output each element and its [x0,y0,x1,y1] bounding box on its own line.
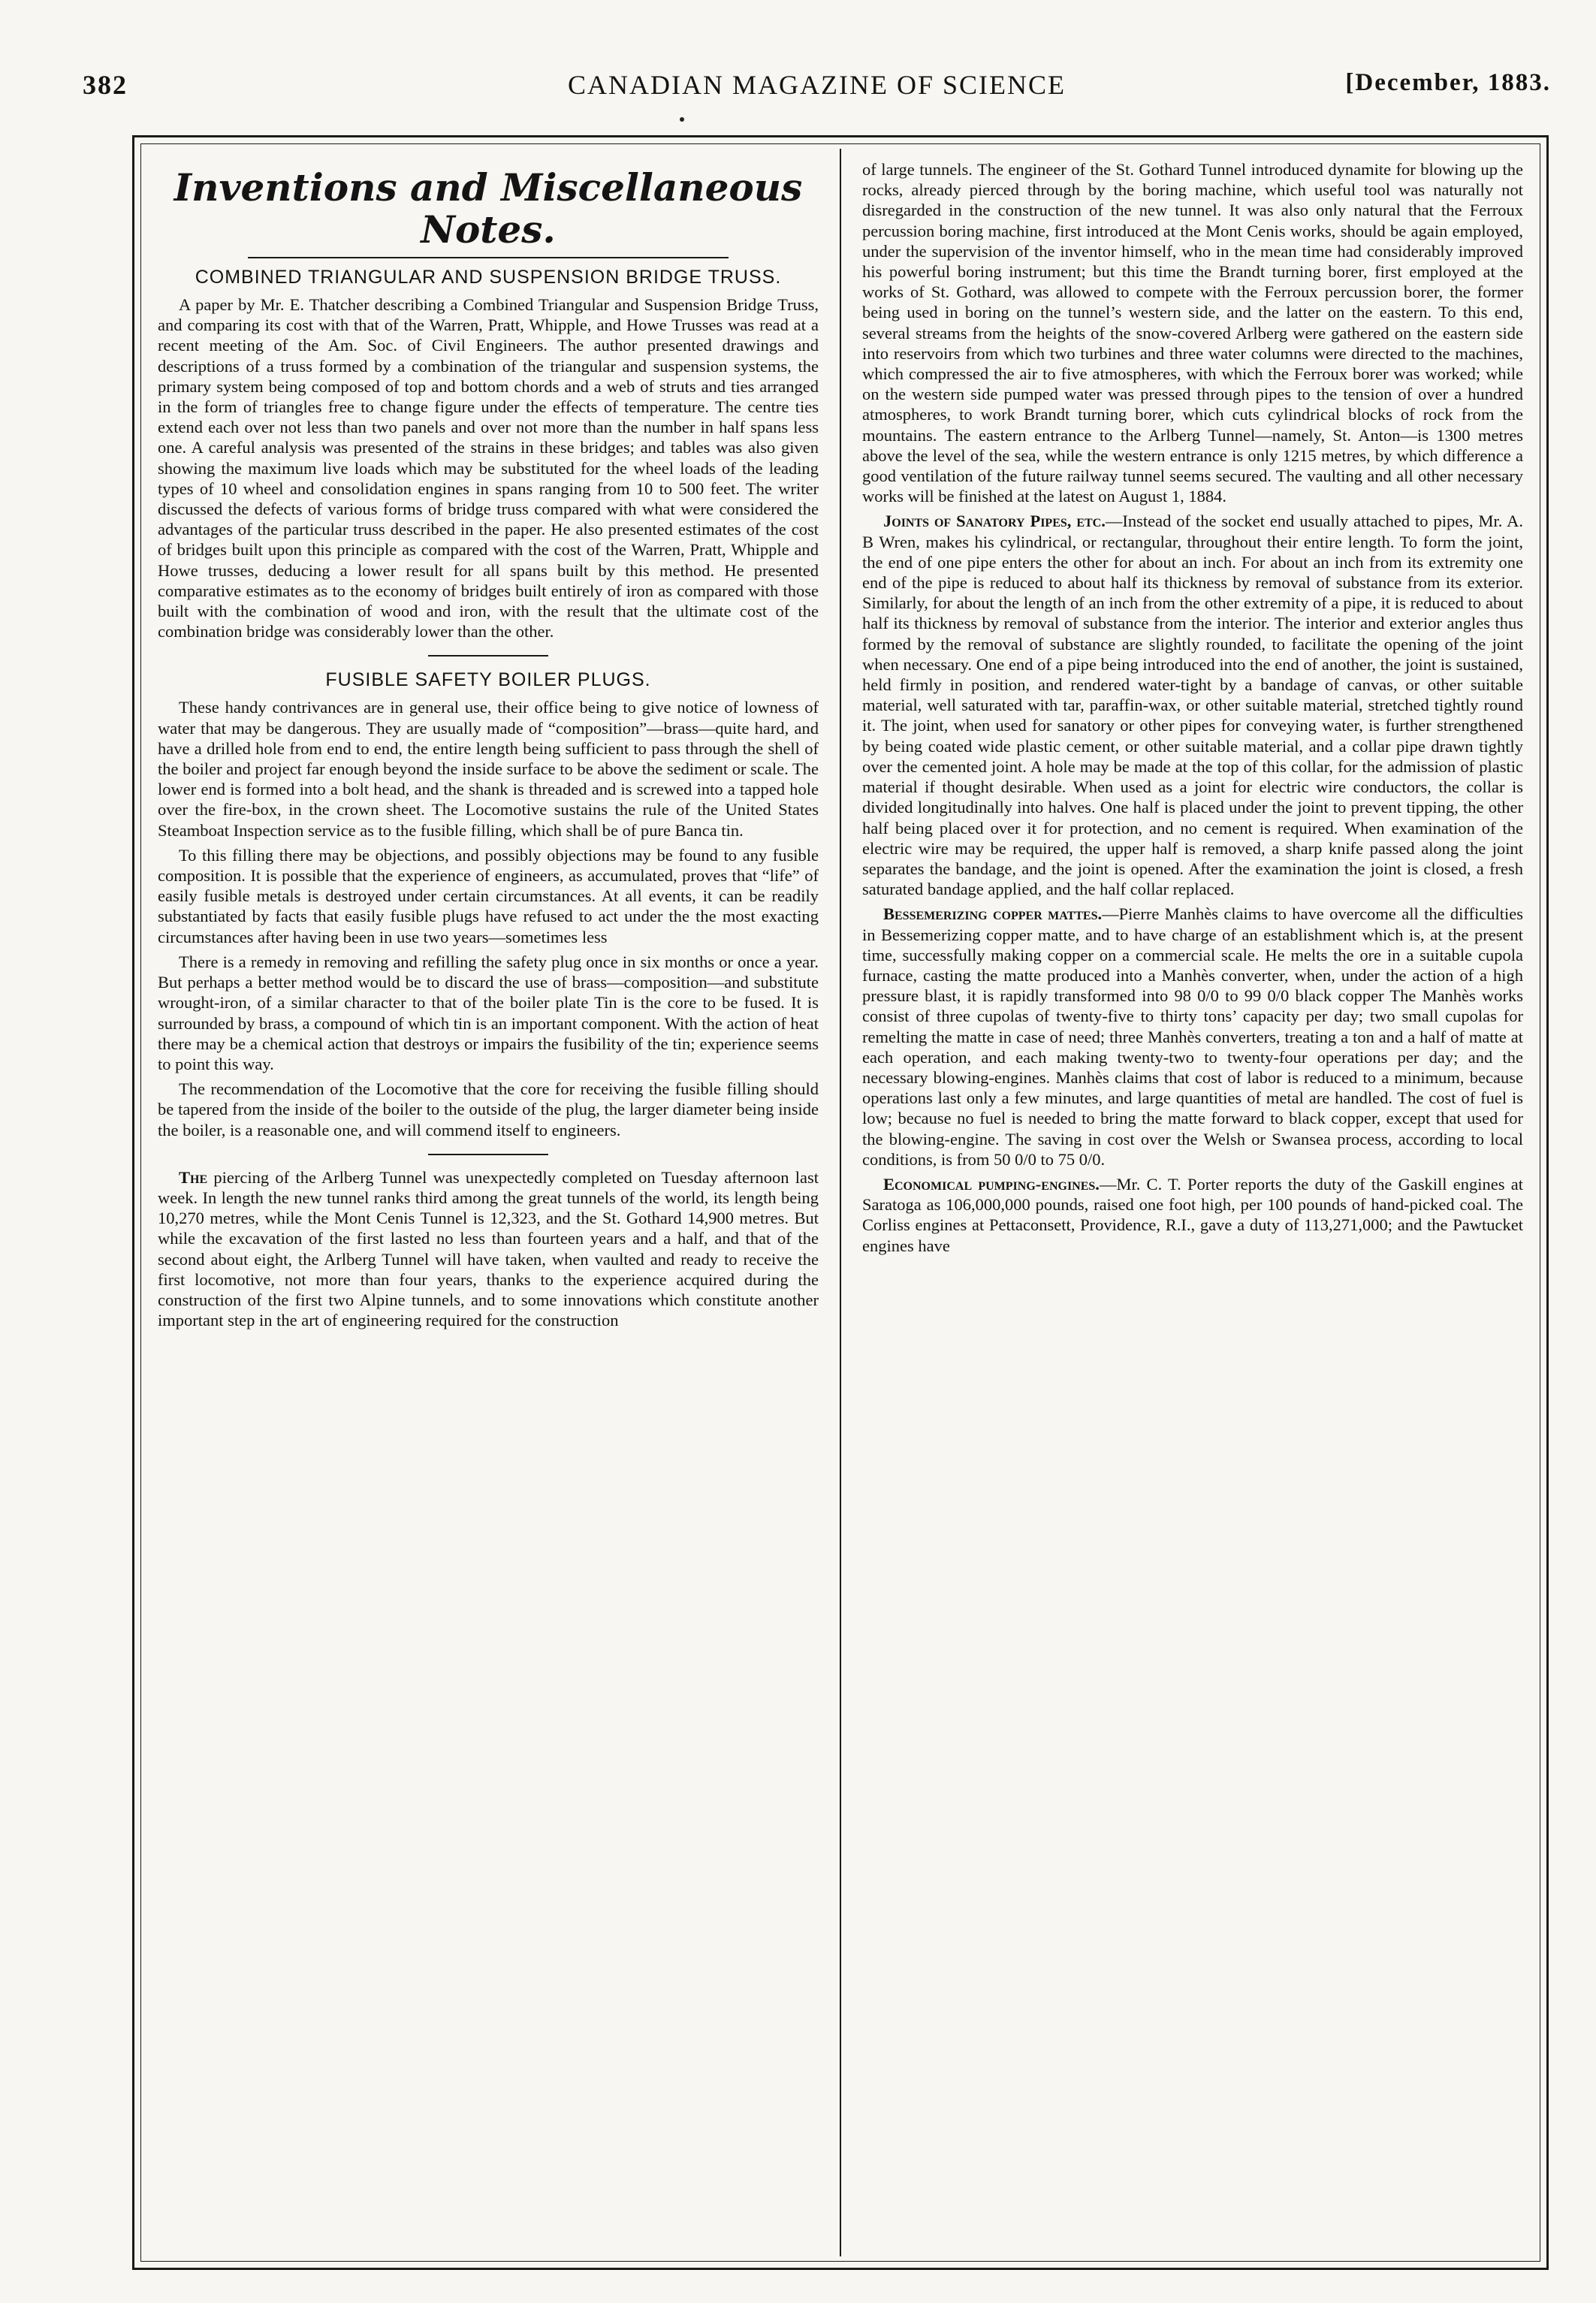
separator-rule [428,655,548,656]
column-rule [840,149,841,2256]
article-body-truss: A paper by Mr. E. Thatcher describing a Combined Triangular and Suspension Bridge Truss, and comparing its cost with that of the Warren, Pratt, Whipple, and Howe Trusses was read at a recent meeting of the Am. Soc. of Civil Engineers. The author presented drawings and descriptions of a truss formed by a combination of the triangular and suspension systems, the primary system being composed of top and bottom chords and a web of struts and ties arranged in the form of triangles free to change figure under the effects of temperature. The centre ties extend each over not less than two panels and over not more than the number in half spans less one. A careful analysis was presented of the strains in these bridges; and tables was also given showing the maximum live loads which may be substituted for the wheel loads of the leading types of 10 wheel and consolidation engines in spans ranging from 10 to 500 feet. The writer discussed the defects of various forms of bridge truss compared with what were considered the advantages of the particular truss described in the paper. He also presented estimates of the cost of bridges built upon this principle as compared with the cost of the Warren, Pratt, Whipple and Howe trusses, deducing a lower result for all spans built by this method. He presented comparative estimates as to the economy of bridges built entirely of iron as compared with those built with the combination of wood and iron, with the result that the ultimate cost of the combination bridge was considerably lower than the other. [158,295,819,641]
article-body-plugs-2: To this filling there may be objections, and possibly objections may be found to any fusible composition. It is possible that the experience of engineers, as accumulated, proves that “life” of easily fusible metals is destroyed under certain circumstances. At all events, it can be readily substantiated by facts that easily fusible plugs have refused to act under the the most exacting circumstances after having been in use two years—sometimes less [158,845,819,946]
separator-rule [428,1154,548,1155]
page-number: 382 [83,70,128,100]
arlberg-continuation: of large tunnels. The engineer of the St. Gothard Tunnel introduced dynamite for blowing up the rocks, already pierced through by the boring machine, which useful tool was naturally not disregarded in the construction of the new tunnel. It was also only natural that the Ferroux percussion boring machine, first introduced at the Mont Cenis works, should be again employed, under the supervision of the inventor himself, who in the mean time had considerably improved his powerful boring instrument; but this time the Brandt turning borer, first employed at the works of St. Gothard, was allowed to compete with the Ferroux percussion borer, the former being used in boring on the tunnel’s western side, and the latter on the eastern. To this end, several streams from the heights of the snow-covered Arlberg were gathered on the eastern side into reservoirs from which two turbines and three water columns were directed to the machines, which compressed the air to five atmospheres, with which the Ferroux borer was worked; while on the western side pumped water was pressed through pipes to the tension of over a hundred atmospheres, to work Brandt turning borer, which cuts cylindrical blocks of rock from the mountains. The eastern entrance to the Arlberg Tunnel—namely, St. Anton—is 1300 metres above the level of the sea, while the western entrance is only 1215 metres, by which difference a good ventilation of the future railway tunnel seems secured. The vaulting and all other necessary works will be finished at the latest on August 1, 1884. [862,160,1523,506]
section-title: Inventions and Miscellaneous Notes. [173,165,803,252]
article-sanatory-pipes [862,511,1523,899]
title-rule [248,257,729,258]
article-pumping-engines [862,1174,1523,1256]
left-column [158,159,819,1335]
article-heading-plugs: FUSIBLE SAFETY BOILER PLUGS. [325,669,651,691]
page-frame [132,135,1549,2270]
pumping-lead: Economical pumping-engines. [883,1174,1100,1194]
journal-title: CANADIAN MAGAZINE OF SCIENCE [568,70,1066,100]
arlberg-lead: The [179,1167,208,1187]
article-body-plugs-4: The recommendation of the Locomotive that the core for receiving the fusible filling should be tapered from the inside of the boiler to the outside of the plug, the larger diameter being inside the boiler, is a reasonable one, and will commend itself to engineers. [158,1079,819,1139]
article-body-arlberg [158,1167,819,1331]
arlberg-text: piercing of the Arlberg Tunnel was unexpectedly completed on Tuesday afternoon last week. In length the new tunnel ranks third among the great tunnels of the world, its length being 10,270 metres, while the Mont Cenis Tunnel is 12,323, and the St. Gothard 14,900 metres. But while the excavation of the first lasted no less than fourteen years and a half, and that of the second about eight, the Arlberg Tunnel will have taken, when vaulted and ready to receive the first locomotive, not more than four years, thanks to the experience acquired during the construction of the first two Alpine tunnels, and to some innovations which constitute another important step in the art of engineering required for the construction [158,1167,819,1330]
sanatory-lead: Joints of Sanatory Pipes, etc. [883,512,1106,531]
article-bessemerizing [862,904,1523,1170]
inner-frame [140,143,1540,2262]
pumping-text: —Mr. C. T. Porter reports the duty of the Gaskill engines at Saratoga as 106,000,000 pounds, raised one foot high, per 100 pounds of hand-picked coal. The Corliss engines at Pettaconsett, Providence, R.I., gave a duty of 113,271,000; and the Pawtucket engines have [862,1174,1524,1255]
right-column [862,159,1523,1260]
sanatory-text: —Instead of the socket end usually attached to pipes, Mr. A. B Wren, makes his cylindrical, or rectangular, throughout their entire length. To form the joint, the end of one pipe enters the other for about an inch. For about an inch from its extremity one end of the pipe is reduced to about half its thickness by removal of substance from its exterior. Similarly, for about the length of an inch from the other extremity of a pipe, it is reduced to about half its thickness by removal of substance from the interior. The interior and exterior angles thus formed by the removal of substance are slightly rounded, to facilitate the opening of the joint when necessary. One end of a pipe being introduced into the end of another, the joint is sustained, held firmly in position, and rendered water-tight by a bandage of canvas, or other suitable material, well saturated with tar, paraffin-wax, or other suitable material, stretched tightly round it. The joint, when used for sanatory or other pipes for conveying water, is further strengthened by being coated wide plastic cement, or other suitable material, and a collar pipe drawn tightly over the cemented joint. A hole may be made at the top of this collar, for the admission of plastic material if thought desirable. When used as a joint for electric wire conductors, the collar is divided longitudinally into halves. One half is placed under the joint to prevent tipping, the other half being placed over it for protection, and no cement is required. When examination of the electric wire may be required, the upper half is removed, a sharp knife passed along the joint separates the bandage, and the joint is opened. After the examination the joint is closed, a fresh saturated bandage applied, and the half collar replaced. [862,512,1524,899]
bessemerizing-text: —Pierre Manhès claims to have overcome all the difficulties in Bessemerizing copper matte, and to have charge of an establishment which is, at the present time, successfully making copper on a commercial scale. He melts the ore in a suitable cupola furnace, casting the matte produced into a Manhès converter, when, under the action of a high pressure blast, it is rapidly transformed into 98 0/0 to 99 0/0 black copper The Manhès works consist of three cupolas of twenty-five to thirty tons’ capacity per day; two small cupolas for remelting the matte in case of need; three Manhès converters, treating a ton and a half of matte at each operation, and each making twenty-two to twenty-four operations per day; and the necessary blowing-engines. Manhès claims that cost of labor is reduced to a minimum, because operations last only a few minutes, and large quantities of metal are handled. The cost of fuel is low; because no fuel is needed to bring the matte forward to black copper, except that used for the blowing-engine. The saving in cost over the Welsh or Swansea process, according to local conditions, is from 50 0/0 to 75 0/0. [862,904,1523,1169]
running-head [83,69,1551,111]
article-body-plugs-3: There is a remedy in removing and refilling the safety plug once in six months or once a year. But perhaps a better method would be to discard the use of brass—composition—and substitute wrought-iron, of a similar character to that of the boiler plate Tin is the core to be fused. It is surrounded by brass, a compound of which tin is an important component. With the action of heat there may be a chemical action that destroys or impairs the fusibility of the tin; experience seems to point this way. [158,952,819,1073]
ornament-dot [680,117,684,122]
article-body-plugs-1: These handy contrivances are in general use, their office being to give notice of lowness of water that may be dangerous. They are usually made of “composition”—brass—quite hard, and have a drilled hole from end to end, the entire length being sufficient to pass through the shell of the boiler and project far enough beyond the inside surface to be above the sediment or scale. The lower end is formed into a bolt head, and the shank is threaded and is screwed into a tapped hole over the fire-box, in the crown sheet. The Locomotive sustains the rule of the United States Steamboat Inspection service as to the fusible filling, which shall be of pure Banca tin. [158,698,819,840]
bessemerizing-lead: Bessemerizing copper mattes. [883,904,1103,924]
article-heading-truss: COMBINED TRIANGULAR AND SUSPENSION BRIDGE TRUSS. [195,267,782,288]
issue-date: [December, 1883. [1345,69,1551,96]
